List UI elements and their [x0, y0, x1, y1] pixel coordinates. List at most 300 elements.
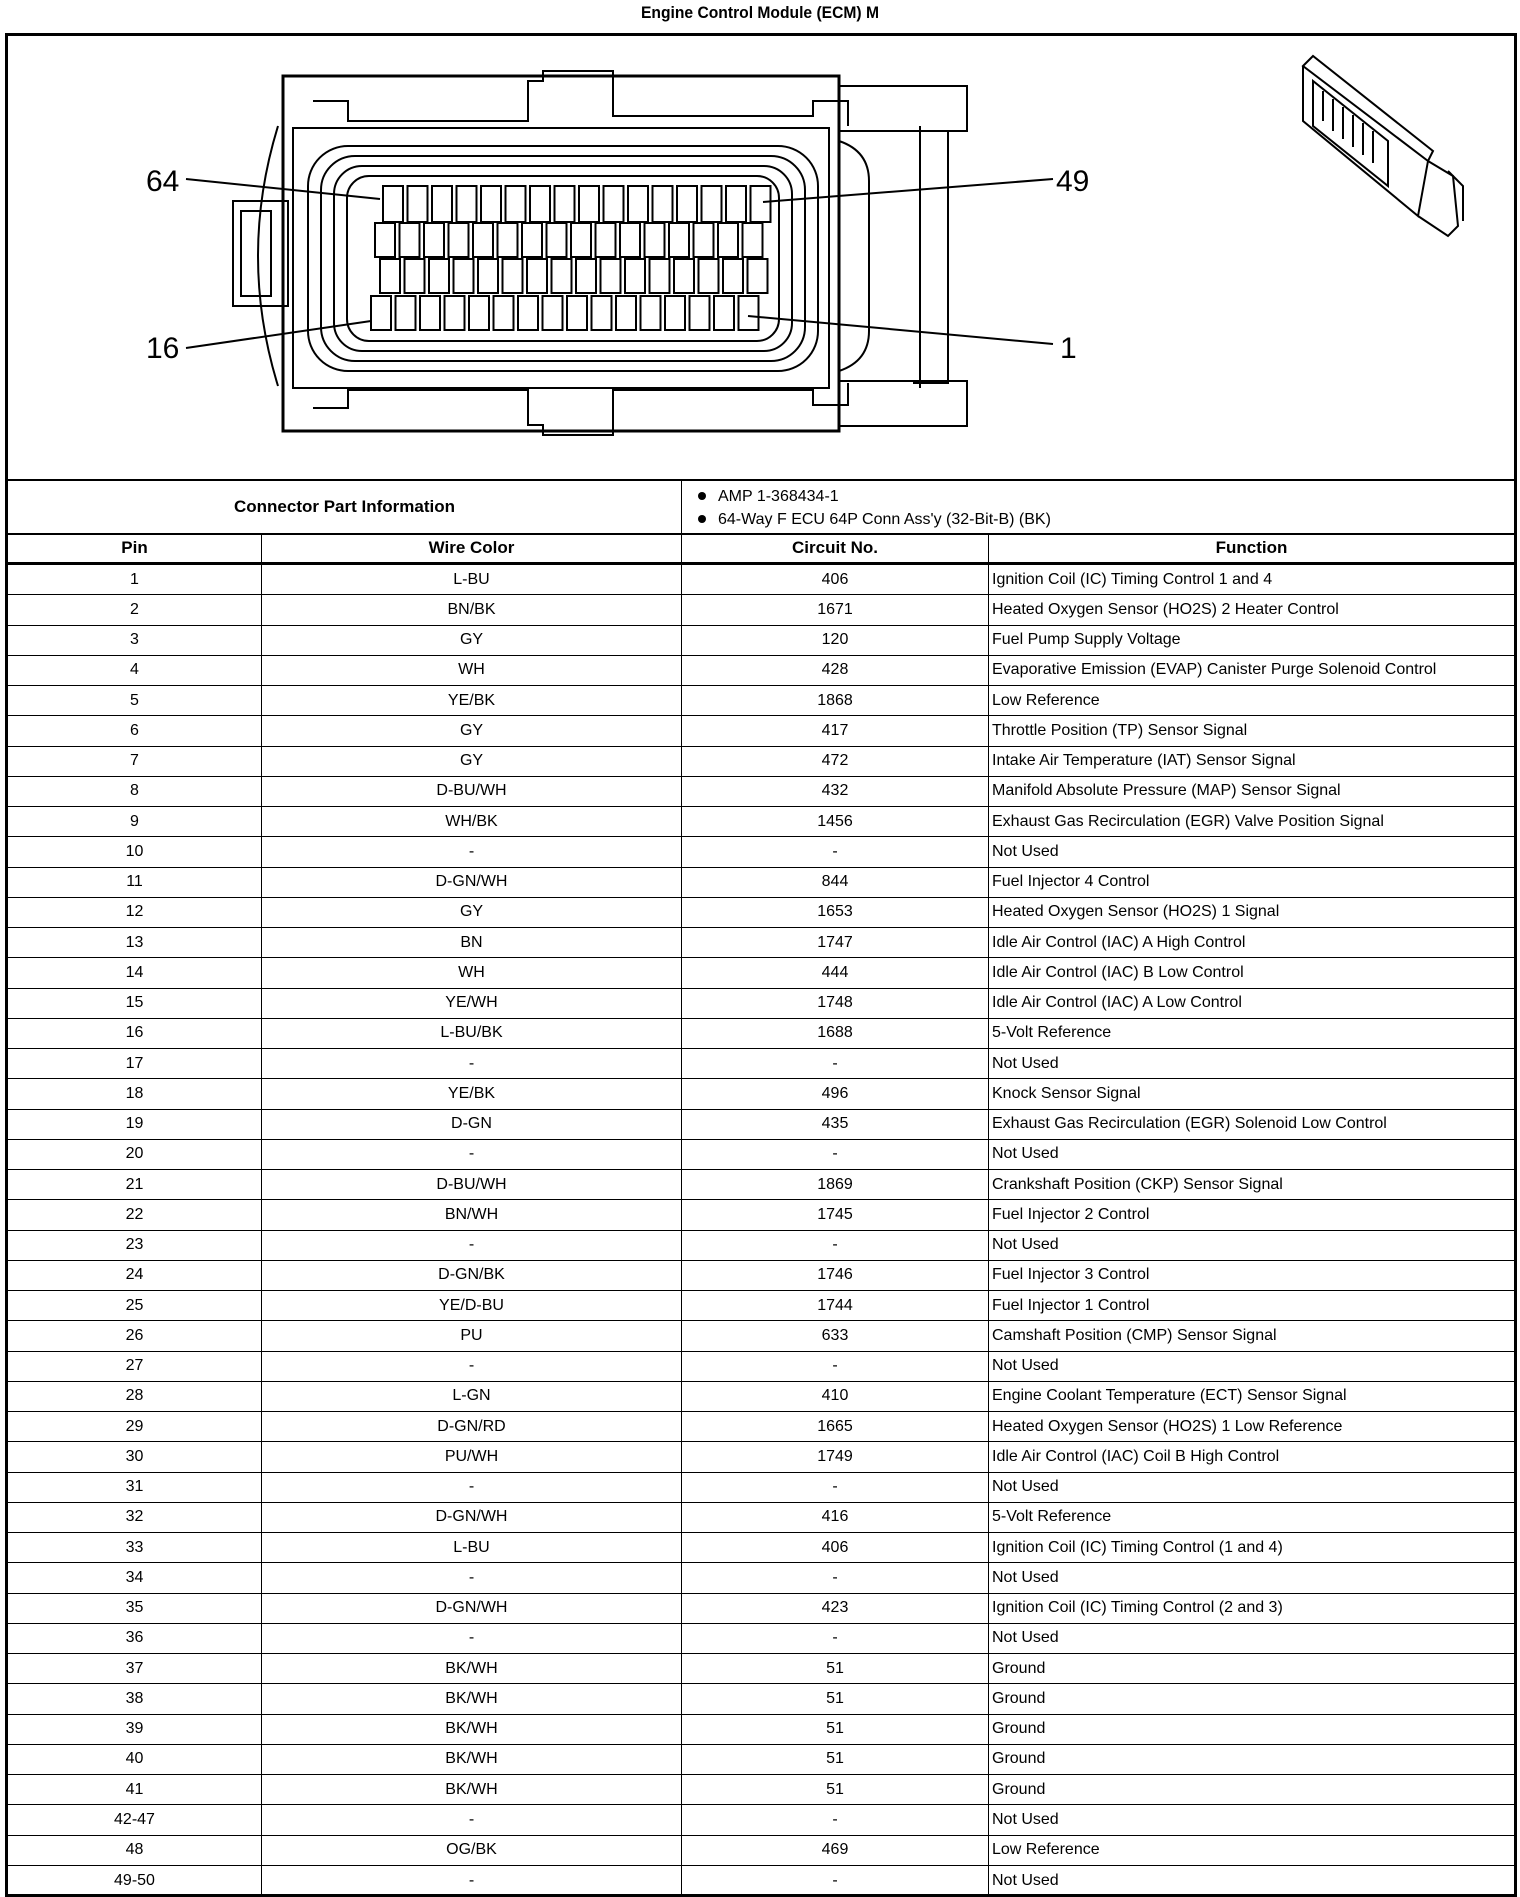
pin-cavity [641, 296, 661, 330]
wire-color-cell: WH [262, 656, 682, 685]
circuit-cell: 444 [682, 958, 989, 987]
pin-cavity [718, 223, 738, 257]
pin-cavity [396, 296, 416, 330]
function-cell: Ground [992, 1689, 1046, 1707]
function-cell: Idle Air Control (IAC) A Low Control [992, 994, 1242, 1012]
function-cell: Not Used [992, 1871, 1059, 1889]
wire-color-cell: BK/WH [262, 1775, 682, 1804]
function-cell: Ignition Coil (IC) Timing Control (1 and 4) [992, 1538, 1283, 1556]
pin-cavity [429, 259, 449, 293]
function-cell: Fuel Injector 2 Control [992, 1205, 1150, 1223]
circuit-cell: 417 [682, 716, 989, 745]
part-number: AMP 1-368434-1 [718, 488, 839, 505]
table-row [8, 958, 1514, 988]
pin-cell: 12 [8, 898, 262, 927]
table-row [8, 626, 1514, 656]
pin-cell: 30 [8, 1442, 262, 1471]
table-row [8, 928, 1514, 958]
table-row [8, 1654, 1514, 1684]
circuit-cell: 428 [682, 656, 989, 685]
pin-cell: 37 [8, 1654, 262, 1683]
function-cell: Not Used [992, 1568, 1059, 1586]
pin-cavity [547, 223, 567, 257]
bullet-icon [698, 515, 706, 523]
function-cell: Not Used [992, 1236, 1059, 1254]
function-cell: Heated Oxygen Sensor (HO2S) 1 Low Reference [992, 1417, 1343, 1435]
wire-color-cell: OG/BK [262, 1836, 682, 1865]
function-cell: Fuel Pump Supply Voltage [992, 631, 1181, 649]
pin-cavity [726, 186, 746, 222]
pin-cavity [567, 296, 587, 330]
pin-cavity [576, 259, 596, 293]
pin-cavity [579, 186, 599, 222]
pin-cell: 29 [8, 1412, 262, 1441]
column-header-wire-color: Wire Color [262, 533, 682, 562]
wire-color-cell: - [262, 1231, 682, 1260]
pin-cavity [380, 259, 400, 293]
pin-cell: 27 [8, 1352, 262, 1381]
pin-cavity [481, 186, 501, 222]
pin-cell: 13 [8, 928, 262, 957]
pin-cavity [552, 259, 572, 293]
pin-cavity [596, 223, 616, 257]
pin-cavity [518, 296, 538, 330]
pin-cavity [616, 296, 636, 330]
wire-color-cell: D-BU/WH [262, 1170, 682, 1199]
pin-label-16: 16 [146, 332, 180, 365]
connector-part-info [8, 479, 1514, 535]
pin-cavity [699, 259, 719, 293]
function-cell: Ground [992, 1720, 1046, 1738]
pin-cavity [555, 186, 575, 222]
function-cell: Not Used [992, 1810, 1059, 1828]
pin-cavity [420, 296, 440, 330]
pin-cell: 33 [8, 1533, 262, 1562]
pin-cavity [690, 296, 710, 330]
column-header-circuit: Circuit No. [682, 533, 989, 562]
wire-color-cell: D-BU/WH [262, 777, 682, 806]
circuit-cell: 51 [682, 1775, 989, 1804]
wire-color-cell: L-BU [262, 1533, 682, 1562]
connector-3d-icon [1303, 56, 1463, 236]
pin-cell: 6 [8, 716, 262, 745]
table-row [8, 1836, 1514, 1866]
pin-cell: 21 [8, 1170, 262, 1199]
circuit-cell: 1868 [682, 686, 989, 715]
pin-cell: 2 [8, 595, 262, 624]
circuit-cell: 51 [682, 1684, 989, 1713]
circuit-cell: 472 [682, 747, 989, 776]
table-row [8, 807, 1514, 837]
pin-cell: 23 [8, 1231, 262, 1260]
pin-cell: 39 [8, 1715, 262, 1744]
pin-cavity [405, 259, 425, 293]
pin-cavity [530, 186, 550, 222]
pin-cavity [469, 296, 489, 330]
function-cell: Exhaust Gas Recirculation (EGR) Solenoid Low Control [992, 1115, 1387, 1133]
pin-cell: 22 [8, 1200, 262, 1229]
table-row [8, 1503, 1514, 1533]
table-row [8, 1745, 1514, 1775]
table-row [8, 1170, 1514, 1200]
pin-cavity [449, 223, 469, 257]
function-cell: Crankshaft Position (CKP) Sensor Signal [992, 1175, 1283, 1193]
pin-cavity [674, 259, 694, 293]
table-row [8, 1382, 1514, 1412]
table-row [8, 1291, 1514, 1321]
pin-cavity [628, 186, 648, 222]
function-cell: Manifold Absolute Pressure (MAP) Sensor Signal [992, 782, 1341, 800]
pin-cavity [424, 223, 444, 257]
table-row [8, 595, 1514, 625]
circuit-cell: 633 [682, 1321, 989, 1350]
wire-color-cell: YE/D-BU [262, 1291, 682, 1320]
pin-table [8, 565, 1514, 1896]
wire-color-cell: - [262, 1624, 682, 1653]
table-row [8, 868, 1514, 898]
wire-color-cell: BN/BK [262, 595, 682, 624]
table-row [8, 1473, 1514, 1503]
function-cell: Throttle Position (TP) Sensor Signal [992, 721, 1248, 739]
table-row [8, 1563, 1514, 1593]
wire-color-cell: WH/BK [262, 807, 682, 836]
circuit-cell: 1749 [682, 1442, 989, 1471]
wire-color-cell: - [262, 1352, 682, 1381]
pin-cell: 15 [8, 989, 262, 1018]
pin-cavity [478, 259, 498, 293]
circuit-cell: 1869 [682, 1170, 989, 1199]
pin-cavity [473, 223, 493, 257]
pin-cavity [383, 186, 403, 222]
wire-color-cell: GY [262, 898, 682, 927]
function-cell: Fuel Injector 4 Control [992, 873, 1150, 891]
table-row [8, 1805, 1514, 1835]
wire-color-cell: D-GN/WH [262, 1503, 682, 1532]
circuit-cell: - [682, 1805, 989, 1834]
wire-color-cell: YE/WH [262, 989, 682, 1018]
pin-cell: 4 [8, 656, 262, 685]
pin-cavity [694, 223, 714, 257]
table-row [8, 656, 1514, 686]
table-row [8, 1231, 1514, 1261]
column-header-function: Function [1215, 537, 1288, 557]
part-description: 64-Way F ECU 64P Conn Ass'y (32-Bit-B) (BK) [718, 511, 1051, 528]
connector-face-drawing [8, 36, 1514, 479]
pin-cell: 19 [8, 1110, 262, 1139]
wire-color-cell: - [262, 1805, 682, 1834]
table-row [8, 837, 1514, 867]
pin-cavity [522, 223, 542, 257]
circuit-cell: - [682, 1231, 989, 1260]
wire-color-cell: BK/WH [262, 1654, 682, 1683]
circuit-cell: 1665 [682, 1412, 989, 1441]
pin-cavity [645, 223, 665, 257]
circuit-cell: 120 [682, 626, 989, 655]
function-cell: Evaporative Emission (EVAP) Canister Purge Solenoid Control [992, 661, 1437, 679]
table-row [8, 716, 1514, 746]
pin-cell: 3 [8, 626, 262, 655]
pin-cavity [408, 186, 428, 222]
part-info-item [690, 485, 1051, 508]
pin-cavity [601, 259, 621, 293]
function-cell: Not Used [992, 1478, 1059, 1496]
wire-color-cell: PU [262, 1321, 682, 1350]
pin-cavity [751, 186, 771, 222]
connector-part-info-list [690, 485, 1051, 531]
wire-color-cell: YE/BK [262, 1079, 682, 1108]
pin-cavity [723, 259, 743, 293]
wire-color-cell: GY [262, 626, 682, 655]
pin-cavity [702, 186, 722, 222]
pin-cavity [432, 186, 452, 222]
circuit-cell: - [682, 1473, 989, 1502]
pin-cavity [620, 223, 640, 257]
part-info-item [690, 508, 1051, 531]
function-cell: 5-Volt Reference [992, 1024, 1112, 1042]
pin-cell: 35 [8, 1594, 262, 1623]
function-cell: Ground [992, 1750, 1046, 1768]
table-row [8, 747, 1514, 777]
function-cell: Heated Oxygen Sensor (HO2S) 2 Heater Control [992, 600, 1339, 618]
pin-cavity [571, 223, 591, 257]
function-cell: Low Reference [992, 691, 1100, 709]
wire-color-cell: L-BU/BK [262, 1019, 682, 1048]
circuit-cell: 1748 [682, 989, 989, 1018]
pin-cell: 34 [8, 1563, 262, 1592]
circuit-cell: 410 [682, 1382, 989, 1411]
circuit-cell: 844 [682, 868, 989, 897]
circuit-cell: 1744 [682, 1291, 989, 1320]
pin-cavity [498, 223, 518, 257]
pin-cell: 1 [8, 565, 262, 594]
wire-color-cell: YE/BK [262, 686, 682, 715]
circuit-cell: 469 [682, 1836, 989, 1865]
pin-cavity [527, 259, 547, 293]
pin-cavity [454, 259, 474, 293]
table-row [8, 1019, 1514, 1049]
pin-cavity [604, 186, 624, 222]
pin-cell: 41 [8, 1775, 262, 1804]
wire-color-cell: GY [262, 716, 682, 745]
wire-color-cell: - [262, 1473, 682, 1502]
pin-cell: 32 [8, 1503, 262, 1532]
pin-cell: 17 [8, 1049, 262, 1078]
pin-cavity [650, 259, 670, 293]
circuit-cell: 51 [682, 1715, 989, 1744]
function-cell: Fuel Injector 1 Control [992, 1296, 1150, 1314]
table-row [8, 777, 1514, 807]
wire-color-cell: PU/WH [262, 1442, 682, 1471]
circuit-cell: - [682, 1140, 989, 1169]
function-cell: Intake Air Temperature (IAT) Sensor Signal [992, 752, 1296, 770]
pin-label-1: 1 [1060, 332, 1077, 365]
pin-cell: 49-50 [8, 1866, 262, 1896]
pin-cell: 7 [8, 747, 262, 776]
pin-cell: 42-47 [8, 1805, 262, 1834]
table-row [8, 1049, 1514, 1079]
pin-cavity [739, 296, 759, 330]
function-cell: Idle Air Control (IAC) Coil B High Control [992, 1447, 1280, 1465]
pin-cavity [592, 296, 612, 330]
circuit-cell: 416 [682, 1503, 989, 1532]
pin-cell: 18 [8, 1079, 262, 1108]
circuit-cell: - [682, 1563, 989, 1592]
circuit-cell: - [682, 1352, 989, 1381]
table-row [8, 1684, 1514, 1714]
table-row [8, 1533, 1514, 1563]
function-cell: Not Used [992, 842, 1059, 860]
circuit-cell: 406 [682, 565, 989, 594]
function-cell: Not Used [992, 1054, 1059, 1072]
table-row [8, 1140, 1514, 1170]
circuit-cell: 406 [682, 1533, 989, 1562]
function-cell: Idle Air Control (IAC) A High Control [992, 933, 1246, 951]
pin-cavity [506, 186, 526, 222]
table-row [8, 1200, 1514, 1230]
table-row [8, 1715, 1514, 1745]
wire-color-cell: L-BU [262, 565, 682, 594]
pin-cavity [625, 259, 645, 293]
pin-cell: 36 [8, 1624, 262, 1653]
pin-cavity [543, 296, 563, 330]
pin-1-leader [748, 316, 1053, 344]
function-cell: Low Reference [992, 1841, 1100, 1859]
pin-cavity [503, 259, 523, 293]
function-cell: Ignition Coil (IC) Timing Control 1 and 4 [992, 570, 1273, 588]
function-cell: Heated Oxygen Sensor (HO2S) 1 Signal [992, 903, 1280, 921]
circuit-cell: 51 [682, 1745, 989, 1774]
page-title: Engine Control Module (ECM) M [640, 3, 880, 22]
pin-49-leader [763, 179, 1053, 202]
function-cell: Fuel Injector 3 Control [992, 1266, 1150, 1284]
pin-label-49: 49 [1056, 165, 1090, 198]
function-cell: Not Used [992, 1357, 1059, 1375]
pin-cell: 31 [8, 1473, 262, 1502]
table-header [8, 533, 1514, 565]
wire-color-cell: BN/WH [262, 1200, 682, 1229]
table-row [8, 1442, 1514, 1472]
table-row [8, 1352, 1514, 1382]
pin-cavity [494, 296, 514, 330]
pin-cavity [748, 259, 768, 293]
pin-cell: 25 [8, 1291, 262, 1320]
pin-cell: 5 [8, 686, 262, 715]
circuit-cell: 1688 [682, 1019, 989, 1048]
table-row [8, 1412, 1514, 1442]
pin-cell: 48 [8, 1836, 262, 1865]
circuit-cell: 432 [682, 777, 989, 806]
pin-cavity [371, 296, 391, 330]
function-cell: Exhaust Gas Recirculation (EGR) Valve Position Signal [992, 812, 1384, 830]
wire-color-cell: - [262, 1563, 682, 1592]
wire-color-cell: BN [262, 928, 682, 957]
function-cell: Camshaft Position (CMP) Sensor Signal [992, 1326, 1277, 1344]
table-row [8, 1261, 1514, 1291]
pin-cell: 26 [8, 1321, 262, 1350]
table-row [8, 1866, 1514, 1896]
table-row [8, 989, 1514, 1019]
table-row [8, 1110, 1514, 1140]
column-header-pin: Pin [8, 533, 262, 562]
pin-cavity [743, 223, 763, 257]
circuit-cell: 1456 [682, 807, 989, 836]
wire-color-cell: - [262, 1049, 682, 1078]
function-cell: Ground [992, 1659, 1046, 1677]
pin-cell: 8 [8, 777, 262, 806]
wire-color-cell: WH [262, 958, 682, 987]
pin-cell: 20 [8, 1140, 262, 1169]
table-row [8, 898, 1514, 928]
circuit-cell: 51 [682, 1654, 989, 1683]
function-cell: Engine Coolant Temperature (ECT) Sensor Signal [992, 1387, 1347, 1405]
pin-cell: 40 [8, 1745, 262, 1774]
circuit-cell: 1653 [682, 898, 989, 927]
table-row [8, 565, 1514, 595]
circuit-cell: - [682, 1049, 989, 1078]
pin-cell: 9 [8, 807, 262, 836]
pin-cavity [714, 296, 734, 330]
wire-color-cell: BK/WH [262, 1745, 682, 1774]
circuit-cell: 435 [682, 1110, 989, 1139]
pin-cavity [400, 223, 420, 257]
connector-part-info-label: Connector Part Information [8, 481, 682, 533]
pin-cell: 28 [8, 1382, 262, 1411]
wire-color-cell: - [262, 837, 682, 866]
function-cell: Not Used [992, 1145, 1059, 1163]
pin-cavity [653, 186, 673, 222]
pin-cavity [375, 223, 395, 257]
connector-diagram [8, 36, 1514, 479]
pin-grid [371, 186, 771, 330]
function-cell: Knock Sensor Signal [992, 1084, 1141, 1102]
wire-color-cell: D-GN/BK [262, 1261, 682, 1290]
pin-cell: 10 [8, 837, 262, 866]
function-cell: Idle Air Control (IAC) B Low Control [992, 963, 1244, 981]
pin-cell: 24 [8, 1261, 262, 1290]
table-row [8, 1321, 1514, 1351]
pin-cavity [457, 186, 477, 222]
wire-color-cell: - [262, 1866, 682, 1896]
pin-cavity [677, 186, 697, 222]
wire-color-cell: BK/WH [262, 1684, 682, 1713]
pin-cell: 11 [8, 868, 262, 897]
function-cell: 5-Volt Reference [992, 1508, 1112, 1526]
table-row [8, 1594, 1514, 1624]
bullet-icon [698, 492, 706, 500]
table-row [8, 1079, 1514, 1109]
circuit-cell: 1745 [682, 1200, 989, 1229]
circuit-cell: - [682, 1866, 989, 1896]
function-cell: Not Used [992, 1629, 1059, 1647]
wire-color-cell: BK/WH [262, 1715, 682, 1744]
wire-color-cell: D-GN/RD [262, 1412, 682, 1441]
table-row [8, 1624, 1514, 1654]
function-cell: Ignition Coil (IC) Timing Control (2 and 3) [992, 1599, 1283, 1617]
wire-color-cell: GY [262, 747, 682, 776]
pin-label-64: 64 [146, 165, 180, 198]
circuit-cell: 496 [682, 1079, 989, 1108]
circuit-cell: 1746 [682, 1261, 989, 1290]
wire-color-cell: D-GN [262, 1110, 682, 1139]
wire-color-cell: L-GN [262, 1382, 682, 1411]
pin-cell: 38 [8, 1684, 262, 1713]
pin-cavity [445, 296, 465, 330]
wire-color-cell: D-GN/WH [262, 868, 682, 897]
function-cell: Ground [992, 1780, 1046, 1798]
pin-cavity [669, 223, 689, 257]
wire-color-cell: D-GN/WH [262, 1594, 682, 1623]
table-row [8, 1775, 1514, 1805]
